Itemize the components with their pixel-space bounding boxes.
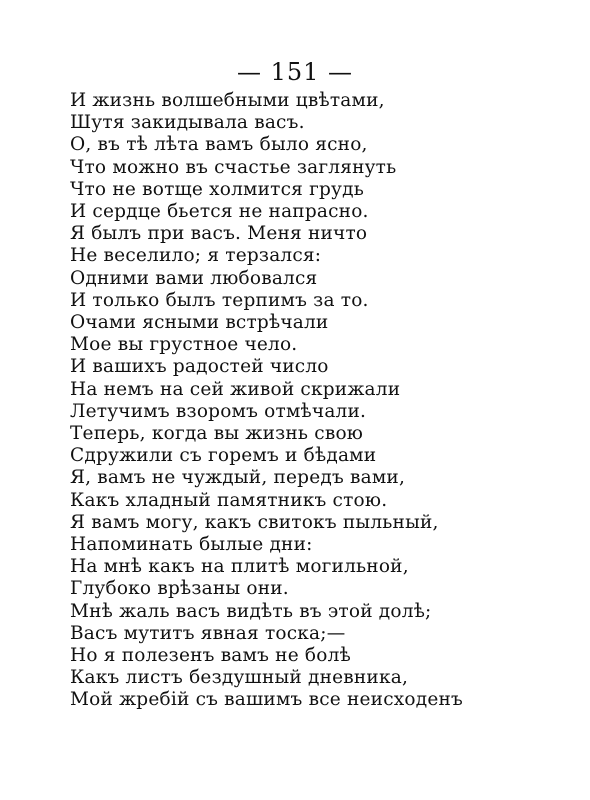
poem-line: И только былъ терпимъ за то. [70, 289, 369, 311]
poem-line: Мнѣ жаль васъ видѣть въ этой долѣ; [70, 600, 432, 622]
poem-line: Мое вы грустное чело. [70, 334, 298, 356]
poem-text [70, 90, 540, 712]
poem-line: И вашихъ радостей число [70, 356, 329, 378]
page-number: — 151 — [236, 58, 354, 86]
poem-line: Сдружили съ горемъ и бѣдами [70, 445, 377, 467]
poem-line: Я былъ при васъ. Меня ничто [70, 223, 368, 245]
poem-line: О, въ тѣ лѣта вамъ было ясно, [70, 134, 368, 156]
poem-line: Мой жребій съ вашимъ все неисходенъ [70, 689, 463, 711]
poem-line: Что не вотще холмится грудь [70, 178, 365, 200]
poem-line: Какъ хладный памятникъ стою. [70, 489, 388, 511]
poem-line: Но я полезенъ вамъ не болѣ [70, 645, 351, 667]
poem-line: На мнѣ какъ на плитѣ могильной, [70, 556, 409, 578]
poem-line: Напоминать былые дни: [70, 534, 313, 556]
poem-line: Какъ листъ бездушный дневника, [70, 667, 409, 689]
poem-line: На немъ на сей живой скрижали [70, 378, 401, 400]
poem-line: Теперь, когда вы жизнь свою [70, 423, 364, 445]
poem-line: Васъ мутитъ явная тоска;— [70, 622, 346, 644]
poem-line: Я вамъ могу, какъ свитокъ пыльный, [70, 511, 439, 533]
poem-line: Глубоко врѣзаны они. [70, 578, 289, 600]
poem-line: Что можно въ счастье заглянуть [70, 156, 397, 178]
poem-line: И сердце бьется не напрасно. [70, 201, 369, 223]
poem-line: Летучимъ взоромъ отмѣчали. [70, 400, 367, 422]
poem-line: Шутя закидывала васъ. [70, 112, 305, 134]
poem-line: И жизнь волшебными цвѣтами, [70, 90, 385, 111]
poem-line: Очами ясными встрѣчали [70, 312, 329, 334]
poem-line: Одними вами любовался [70, 267, 318, 289]
poem-line: Не веселило; я терзался: [70, 245, 322, 267]
poem-line: Я, вамъ не чуждый, передъ вами, [70, 467, 406, 489]
